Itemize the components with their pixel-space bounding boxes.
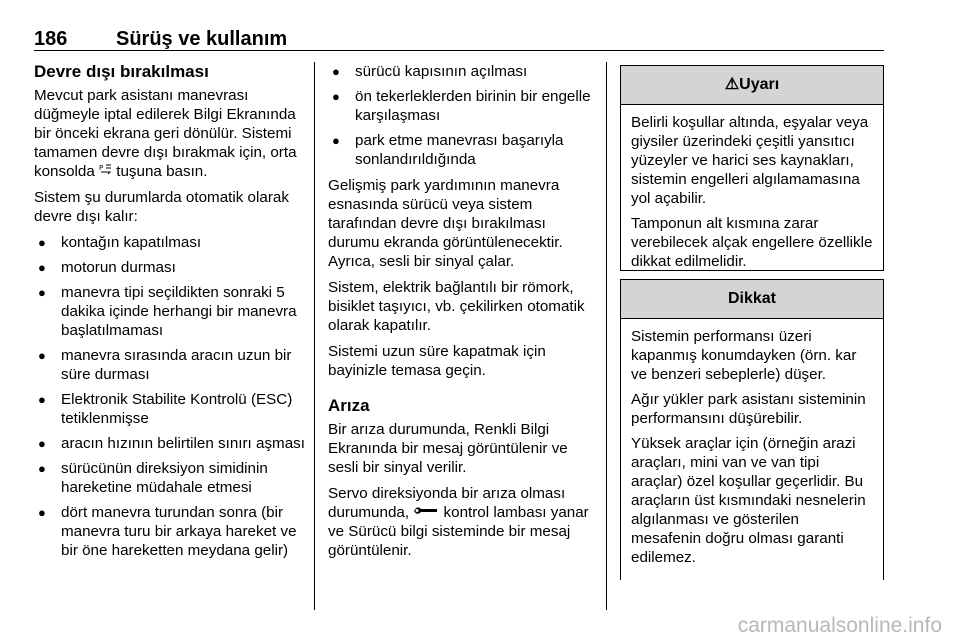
park-assist-button-icon <box>99 162 112 181</box>
auto-disable-list <box>34 233 306 560</box>
watermark: carmanualsonline.info <box>737 614 942 637</box>
list-item: ● aracın hızının belirtilen sınırı aşması <box>34 434 306 453</box>
paragraph: Tamponun alt kısmına zarar verebilecek alçak engellere özellikle dikkat edilmelidir. <box>631 215 873 270</box>
header-rule <box>34 50 884 51</box>
paragraph: Sistemin performansı üzeri kapanmış konumdayken (örn. kar ve benzeri sebeplerle) düşer. <box>631 328 857 383</box>
list-item: ● manevra tipi seçildikten sonraki 5 dakika içinde herhangi bir manevra başlatılmaması <box>34 283 306 340</box>
warning-box <box>620 65 884 271</box>
list-item: ● sürücü kapısının açılması <box>328 62 596 81</box>
list-item: ● sürücünün direksiyon simidinin hareketine müdahale etmesi <box>34 459 306 497</box>
warning-header <box>621 66 883 105</box>
column-divider <box>314 62 315 610</box>
section-heading-disable: Devre dışı bırakılması <box>34 62 209 81</box>
text: Mevcut park asistanı manevrası düğmeyle iptal edilerek Bilgi Ekranında bir önceki ekrana geri dönülür. Sistemi tamamen devre dışı bırakmak için, orta konsolda <box>34 87 297 180</box>
warning-title: Uyarı <box>739 76 780 93</box>
section-heading-fault: Arıza <box>328 396 370 415</box>
paragraph: Sistemi uzun süre kapatmak için bayinizle temasa geçin. <box>328 343 546 379</box>
list-item: ● Elektronik Stabilite Kontrolü (ESC) tetiklenmişse <box>34 390 306 428</box>
paragraph: Gelişmiş park yardımının manevra esnasında sürücü veya sistem tarafından devre dışı bırakılması durumu ekranda görüntülenecektir. Ayrıca, sesli bir sinyal çalar. <box>328 177 563 270</box>
caution-box <box>620 279 884 580</box>
page-header <box>34 28 287 51</box>
list-item: ● ön tekerleklerden birinin bir engelle karşılaşması <box>328 87 596 125</box>
text: tuşuna basın. <box>116 163 208 180</box>
list-item: ● kontağın kapatılması <box>34 233 306 252</box>
text: Servo direksiyonda bir arıza olması durumunda, <box>328 485 566 521</box>
svg-text:P: P <box>99 164 104 172</box>
paragraph: Sistem, elektrik bağlantılı bir römork, bisiklet taşıyıcı, vb. çekilirken otomatik olarak kapatılır. <box>328 279 585 334</box>
auto-disable-list-cont <box>328 62 596 169</box>
warning-triangle-icon: ⚠ <box>724 76 740 93</box>
column-divider <box>606 62 607 610</box>
paragraph: Yüksek araçlar için (örneğin arazi araçları, mini van ve van tipi araçlar) özel koşullar geçerlidir. Bu araçların üst kısmındaki nesnelerin algılanması ve gösterilen mesafenin doğru olması garanti edilemez. <box>631 435 866 566</box>
steering-wrench-icon <box>413 503 439 522</box>
paragraph: Bir arıza durumunda, Renkli Bilgi Ekranında bir mesaj görüntülenir ve sesli bir sinyal verilir. <box>328 421 568 476</box>
list-item: ● park etme manevrası başarıyla sonlandırıldığında <box>328 131 596 169</box>
list-item: ● dört manevra turundan sonra (bir manevra turu bir arkaya hareket ve bir öne hareketten meydana gelir) <box>34 503 306 560</box>
caution-header: Dikkat <box>621 280 883 319</box>
page-number: 186 <box>34 28 68 50</box>
paragraph <box>34 86 306 181</box>
page-title: Sürüş ve kullanım <box>116 28 288 50</box>
list-item: ● motorun durması <box>34 258 306 277</box>
middle-column <box>328 62 596 567</box>
list-item: ● manevra sırasında aracın uzun bir süre durması <box>34 346 306 384</box>
left-column <box>34 62 306 567</box>
text: kontrol lambası yanar ve Sürücü bilgi sisteminde bir mesaj görüntülenir. <box>328 504 589 559</box>
paragraph: Ağır yükler park asistanı sisteminin performansını düşürebilir. <box>631 391 866 427</box>
paragraph: Sistem şu durumlarda otomatik olarak devre dışı kalır: <box>34 189 289 225</box>
paragraph: Belirli koşullar altında, eşyalar veya giysiler üzerindeki çeşitli yansıtıcı yüzeyler ve harici ses kaynakları, sistemin engelleri algılamamasına yol açabilir. <box>631 114 869 207</box>
paragraph <box>328 484 596 560</box>
